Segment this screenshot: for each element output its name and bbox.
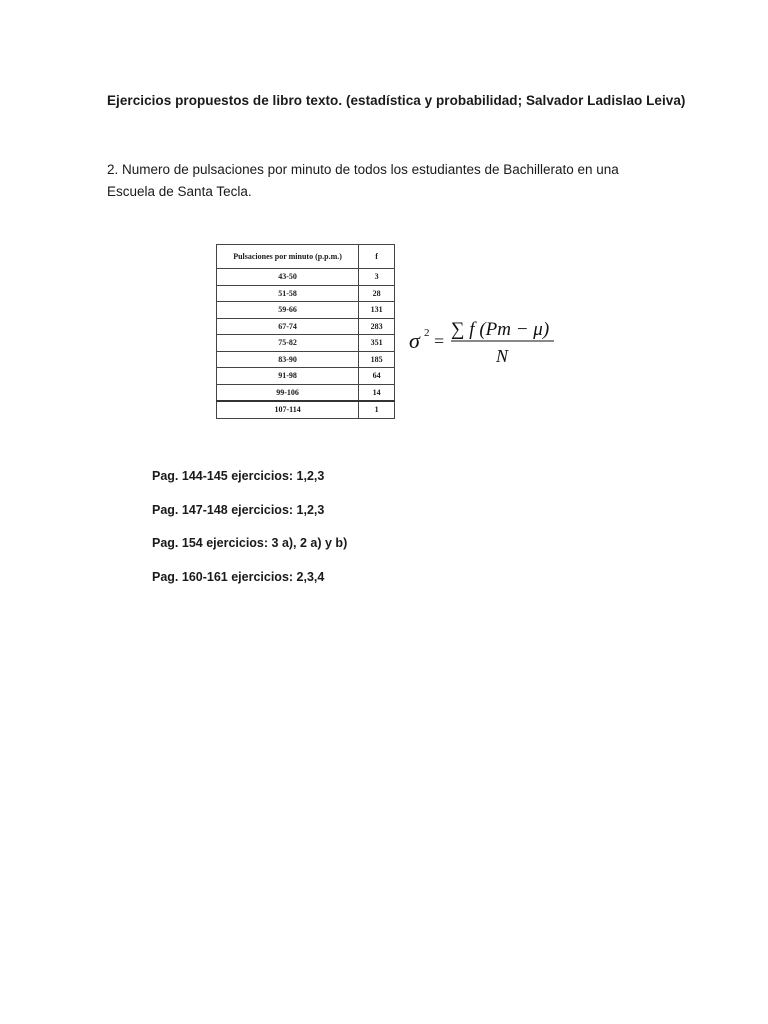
table-row	[217, 368, 395, 385]
formula-sigma: σ	[409, 328, 420, 353]
frequency-cell: 351	[359, 335, 395, 352]
assignment-list	[152, 469, 347, 603]
table-row	[217, 384, 395, 401]
assignment-item: Pag. 144-145 ejercicios: 1,2,3	[152, 469, 325, 483]
frequency-cell: 131	[359, 302, 395, 319]
document-title: Ejercicios propuestos de libro texto. (estadística y probabilidad; Salvador Ladislao Leiva)	[107, 93, 686, 108]
frequency-cell: 185	[359, 351, 395, 368]
table-row	[217, 351, 395, 368]
formula-equals: =	[434, 331, 445, 351]
assignment-item: Pag. 154 ejercicios: 3 a), 2 a) y b)	[152, 536, 348, 550]
table-row	[217, 269, 395, 286]
range-cell: 59-66	[217, 302, 359, 319]
table-row	[217, 285, 395, 302]
frequency-cell: 14	[359, 384, 395, 401]
table-header-row	[217, 245, 395, 269]
table-row	[217, 318, 395, 335]
frequency-cell: 1	[359, 401, 395, 418]
problem-statement: 2. Numero de pulsaciones por minuto de todos los estudiantes de Bachillerato en una Escuela de Santa Tecla.	[107, 162, 619, 199]
frequency-table	[216, 244, 395, 419]
frequency-cell: 283	[359, 318, 395, 335]
range-cell: 107-114	[217, 401, 359, 418]
table-header-f: f	[359, 245, 395, 269]
table-row	[217, 401, 395, 418]
range-cell: 51-58	[217, 285, 359, 302]
frequency-cell: 3	[359, 269, 395, 286]
formula-exponent: 2	[424, 327, 430, 339]
range-cell: 99-106	[217, 384, 359, 401]
table-row	[217, 302, 395, 319]
range-cell: 75-82	[217, 335, 359, 352]
assignment-item: Pag. 147-148 ejercicios: 1,2,3	[152, 502, 325, 517]
frequency-cell: 64	[359, 368, 395, 385]
formula-denominator: N	[496, 346, 509, 366]
formula-numerator: ∑ f (Pm − μ)	[451, 319, 550, 340]
range-cell: 43-50	[217, 269, 359, 286]
range-cell: 67-74	[217, 318, 359, 335]
range-cell: 83-90	[217, 351, 359, 368]
assignment-item: Pag. 160-161 ejercicios: 2,3,4	[152, 569, 325, 584]
range-cell: 91-98	[217, 368, 359, 385]
frequency-cell: 28	[359, 285, 395, 302]
table-header-range: Pulsaciones por minuto (p.p.m.)	[217, 245, 359, 269]
variance-formula	[407, 308, 567, 368]
table-row	[217, 335, 395, 352]
